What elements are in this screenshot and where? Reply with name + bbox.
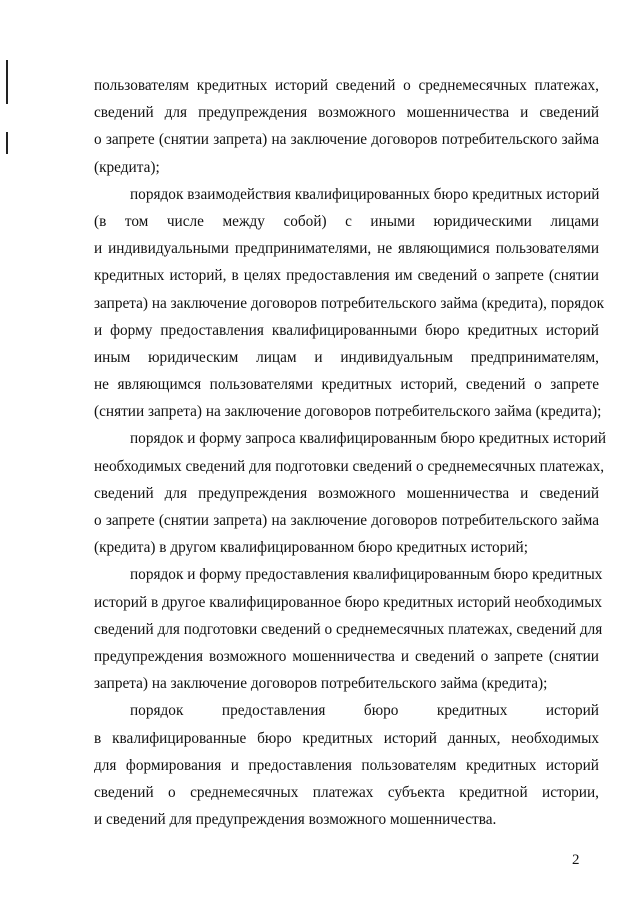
text-line: кредитных историй, в целях предоставления им сведений о запрете (снятии	[94, 267, 599, 285]
text-line: о запрете (снятии запрета) на заключение договоров потребительского займа	[94, 131, 599, 149]
text-line: порядок и форму предоставления квалифицированным бюро кредитных	[130, 566, 603, 584]
body-text	[94, 72, 607, 833]
text-line: о запрете (снятии запрета) на заключение договоров потребительского займа	[94, 512, 599, 529]
text-line: историй в другое квалифицированное бюро кредитных историй необходимых	[94, 593, 603, 611]
text-line: сведений для предупреждения возможного мошенничества и сведений	[94, 484, 599, 502]
text-line: (кредита);	[94, 158, 160, 176]
text-line: сведений для подготовки сведений о среднемесячных платежах, сведений для	[94, 620, 603, 638]
text-line: в квалифицированные бюро кредитных историй данных, необходимых	[94, 729, 599, 747]
text-line: порядок взаимодействия квалифицированных бюро кредитных историй	[130, 185, 600, 203]
text-line: (снятии запрета) на заключение договоров потребительского займа (кредита);	[94, 403, 602, 421]
text-line: порядок и форму запроса квалифицированным бюро кредитных историй	[130, 430, 607, 448]
text-line: предупреждения возможного мошенничества и сведений о запрете (снятии	[94, 647, 599, 665]
text-line: и индивидуальными предпринимателями, не являющимися пользователями	[94, 240, 599, 258]
text-line: иным юридическим лицам и индивидуальным предпринимателям,	[94, 348, 599, 366]
page-number: 2	[572, 852, 580, 868]
text-line: запрета) на заключение договоров потребительского займа (кредита), порядок	[94, 294, 605, 312]
text-line: (в том числе между собой) с иными юридическими лицами	[94, 212, 599, 230]
text-line: не являющимся пользователями кредитных историй, сведений о запрете	[94, 376, 599, 394]
text-line: и форму предоставления квалифицированными бюро кредитных историй	[94, 321, 599, 339]
text-line: для формирования и предоставления пользователям кредитных историй	[94, 756, 599, 774]
text-line: сведений для предупреждения возможного мошенничества и сведений	[94, 104, 599, 122]
text-line: необходимых сведений для подготовки сведений о среднемесячных платежах,	[94, 457, 605, 475]
text-line: порядок предоставления бюро кредитных историй	[130, 702, 599, 720]
margin-bar-mark	[6, 132, 8, 154]
text-line: пользователям кредитных историй сведений о среднемесячных платежах,	[94, 77, 599, 94]
text-line: сведений о среднемесячных платежах субъекта кредитной истории,	[94, 783, 599, 801]
text-line: запрета) на заключение договоров потребительского займа (кредита);	[94, 675, 548, 693]
text-line: и сведений для предупреждения возможного мошенничества.	[94, 811, 497, 829]
text-line: (кредита) в другом квалифицированном бюро кредитных историй;	[94, 539, 528, 557]
margin-bar-mark	[6, 60, 8, 104]
